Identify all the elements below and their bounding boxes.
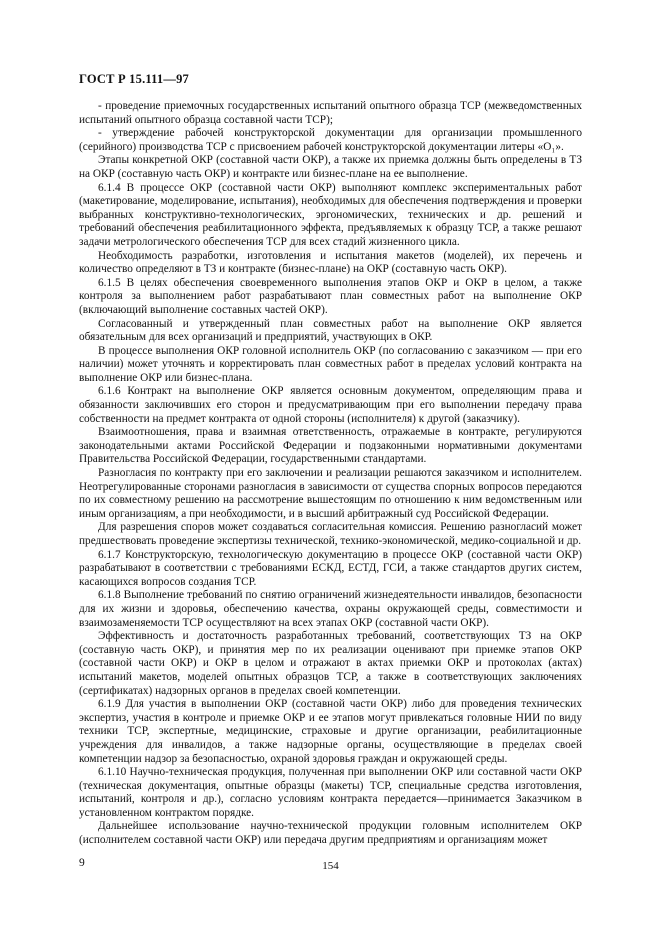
paragraph: Для разрешения споров может создаваться согласительная комиссия. Решению разногласий может предшествовать проведение экспертизы технической, технико-экономической, медико-социальной и др. bbox=[79, 521, 582, 547]
paragraph: Согласованный и утвержденный план совместных работ на выполнение ОКР является обязательным для всех организаций и предприятий, участвующих в ОКР. bbox=[79, 317, 582, 344]
paragraph: 6.1.6 Контракт на выполнение ОКР является основным документом, определяющим права и обязанности заключивших его сторон и предусматривающим при его выполнении передачу права собственности на предмет контракта от одной стороны (исполнителя) к другой (заказчику). bbox=[79, 385, 582, 425]
paragraph: В процессе выполнения ОКР головной исполнитель ОКР (по согласованию с заказчиком — при его наличии) может уточнять и корректировать план совместных работ в пределах условий контракта на выполнение ОКР или бизнес-плана. bbox=[79, 344, 582, 384]
paragraph: 6.1.7 Конструкторскую, технологическую документацию в процессе ОКР (составной части ОКР) разрабатывают в соответствии с требованиями ЕСКД, ЕСТД, ГСИ, а также стандартов других систем, касающихся вопросов создания ТСР. bbox=[79, 548, 582, 588]
paragraph: Дальнейшее использование научно-технической продукции головным исполнителем ОКР (исполнителем составной части ОКР) или передача другим предприятиям и организациям может bbox=[79, 820, 582, 847]
document-header: ГОСТ Р 15.111—97 bbox=[79, 72, 189, 86]
paragraph: - проведение приемочных государственных испытаний опытного образца ТСР (межведомственных испытаний опытного образца составной части ТСР); bbox=[79, 100, 582, 126]
paragraph: 6.1.10 Научно-техническая продукция, полученная при выполнении ОКР или составной части ОКР (техническая документация, опытные образцы (макеты) ТСР, специальные средства изготовления, испытаний, контроля и др.), согласно условиям контракта передается—принимается Заказчиком в установленном контрактом порядке. bbox=[79, 766, 582, 819]
page-number-left: 9 bbox=[79, 857, 85, 869]
paragraph: Эффективность и достаточность разработанных требований, соответствующих ТЗ на ОКР (составную часть ОКР), и принятия мер по их реализации оценивают при приемке этапов ОКР (составной части ОКР) и ОКР в целом и отражают в актах приемки ОКР и протоколах (актах) испытаний макетов, моделей опытных образцов ТСР, а также в соответствующих заключениях (сертификатах) надзорных органов в пределах своей компетенции. bbox=[79, 630, 582, 697]
paragraph: - утверждение рабочей конструкторской документации для организации промышленного (серийного) производства ТСР с присвоением рабочей конструкторской документации литеры «О₁». bbox=[79, 127, 582, 153]
paragraph: Этапы конкретной ОКР (составной части ОКР), а также их приемка должны быть определены в ТЗ на ОКР (составную часть ОКР) и контракте или бизнес-плане на ее выполнение. bbox=[79, 154, 582, 180]
page-number-center: 154 bbox=[322, 860, 339, 872]
paragraph: Взаимоотношения, права и взаимная ответственность, отражаемые в контракте, регулируются законодательными актами Российской Федерации и подзаконными нормативными документами Правительства Российской Федерации, государственными стандартами. bbox=[79, 426, 582, 466]
paragraph: 6.1.9 Для участия в выполнении ОКР (составной части ОКР) либо для проведения технических экспертиз, участия в контроле и приемке ОКР и ее этапов могут привлекаться головные НИИ по виду техники ТСР, экспертные, медицинские, страховые и другие организации, реабилитационные учреждения для инвалидов, а также надзорные органы, осуществляющие в пределах своей компетенции надзор за безопасностью, охраной здоровья граждан и окружающей среды. bbox=[79, 698, 582, 765]
paragraph: Разногласия по контракту при его заключении и реализации решаются заказчиком и исполнителем. Неотрегулированные сторонами разногласия в зависимости от существа спорных вопросов передаются по их совместному решению на рассмотрение вышестоящим по отношению к ним ведомственным или иным организациям, а при необходимости, и в высший арбитражный суд Российской Федерации. bbox=[79, 467, 582, 520]
paragraph: Необходимость разработки, изготовления и испытания макетов (моделей), их перечень и количество определяют в ТЗ и контракте (бизнес-плане) на ОКР (составную часть ОКР). bbox=[79, 249, 582, 276]
paragraph: 6.1.5 В целях обеспечения своевременного выполнения этапов ОКР и ОКР в целом, а также контроля за выполнением работ разрабатывают план совместных работ на выполнение ОКР (включающий выполнение составных частей ОКР). bbox=[79, 276, 582, 316]
paragraph: 6.1.4 В процессе ОКР (составной части ОКР) выполняют комплекс экспериментальных работ (макетирование, моделирование, испытания), необходимых для обеспечения подтверждения и проверки выбранных конструктивно-технологических, эргономических, технических и др. решений и требований обеспечения реабилитационного эффекта, предъявляемых к образцу ТСР, а также решают задачи метрологического обеспечения ТСР для всех стадий жизненного цикла. bbox=[79, 181, 582, 248]
document-body bbox=[79, 100, 582, 848]
paragraph: 6.1.8 Выполнение требований по снятию ограничений жизнедеятельности инвалидов, безопасности для их жизни и здоровья, обеспечению качества, охраны окружающей среды, совместимости и взаимозаменяемости ТСР осуществляют на всех этапах ОКР (составной части ОКР). bbox=[79, 589, 582, 629]
